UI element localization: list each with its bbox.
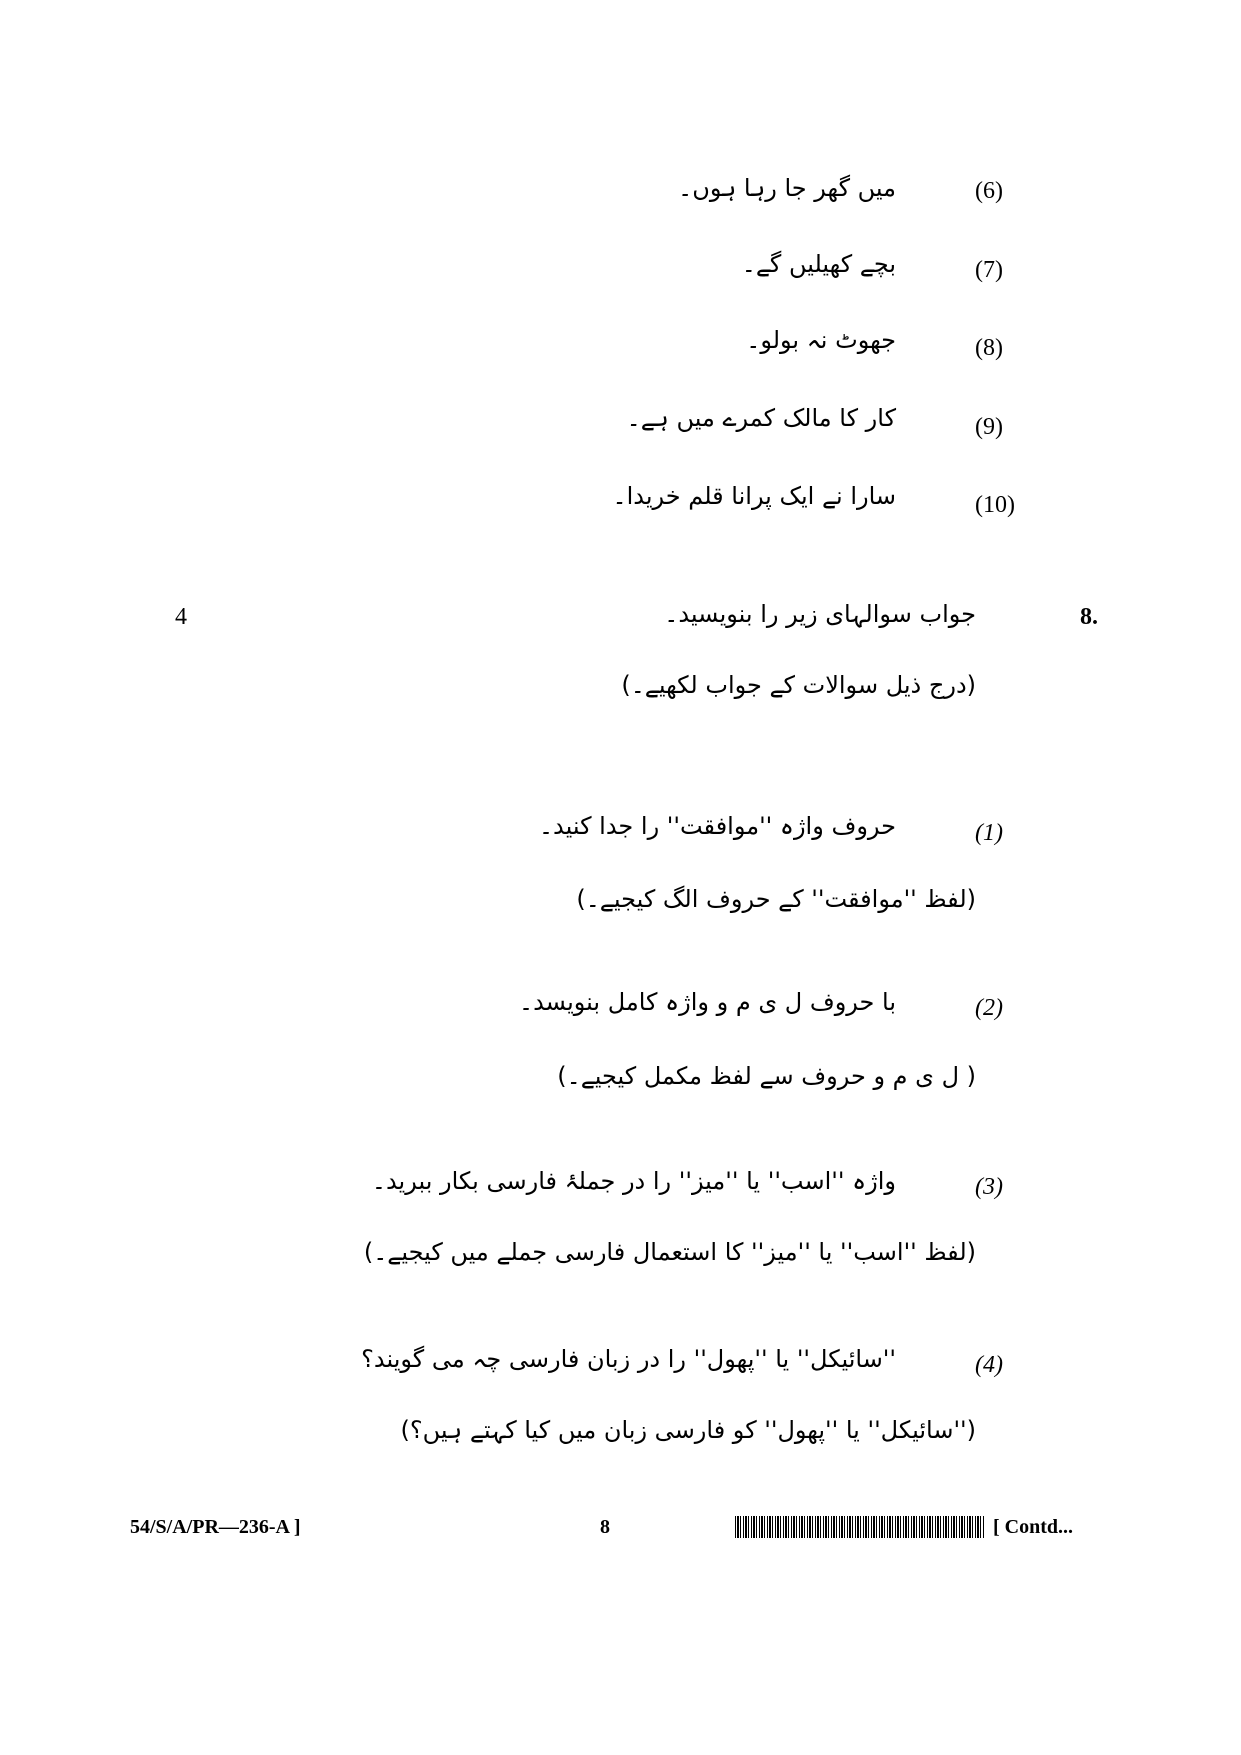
- sentence-text: جھوٹ نہ بولو۔: [746, 326, 896, 354]
- part-number: (2): [975, 995, 1003, 1021]
- part-number: (4): [975, 1352, 1003, 1378]
- part-urdu: (لفظ ''اسب'' یا ''میز'' کا استعمال فارسی جملے میں کیجیے۔): [363, 1238, 976, 1266]
- marks: 4: [175, 604, 187, 630]
- page-number: 8: [600, 1516, 610, 1538]
- sentence-number: (10): [975, 492, 1015, 518]
- sentence-text: میں گھر جا رہا ہوں۔: [678, 174, 896, 202]
- sentence-number: (7): [975, 257, 1003, 283]
- contd-label: [ Contd...: [993, 1516, 1074, 1538]
- sentence-number: (9): [975, 414, 1003, 440]
- part-persian: حروف واژہ ''موافقت'' را جدا کنید۔: [538, 812, 896, 840]
- question-number: 8.: [1080, 604, 1098, 630]
- part-persian: با حروف ل ی م و واژہ کامل بنویسد۔: [519, 988, 896, 1016]
- part-urdu: ( ل ی م و حروف سے لفظ مکمل کیجیے۔): [557, 1062, 976, 1090]
- sentence-number: (8): [975, 335, 1003, 361]
- sentence-number: (6): [975, 178, 1003, 204]
- part-persian: واژہ ''اسب'' یا ''میز'' را در جملۂ فارسی بکار ببرید۔: [371, 1167, 896, 1195]
- sentence-text: بچے کھیلیں گے۔: [741, 250, 896, 278]
- part-number: (3): [975, 1174, 1003, 1200]
- sentence-text: کار کا مالک کمرے میں ہے۔: [626, 404, 896, 432]
- barcode: [735, 1516, 985, 1538]
- part-urdu: (لفظ ''موافقت'' کے حروف الگ کیجیے۔): [576, 885, 976, 913]
- sentence-text: سارا نے ایک پرانا قلم خریدا۔: [612, 482, 896, 510]
- question-urdu-instruction: (درج ذیل سوالات کے جواب لکھیے۔): [621, 671, 976, 699]
- paper-code: 54/S/A/PR—236-A ]: [130, 1516, 301, 1538]
- part-persian: ''سائیکل'' یا ''پھول'' را در زبان فارسی چہ می گویند؟: [361, 1345, 896, 1373]
- part-urdu: (''سائیکل'' یا ''پھول'' کو فارسی زبان میں کیا کہتے ہیں؟): [400, 1416, 976, 1444]
- part-number: (1): [975, 820, 1003, 846]
- question-persian-instruction: جواب سوالہای زیر را بنویسید۔: [664, 600, 976, 628]
